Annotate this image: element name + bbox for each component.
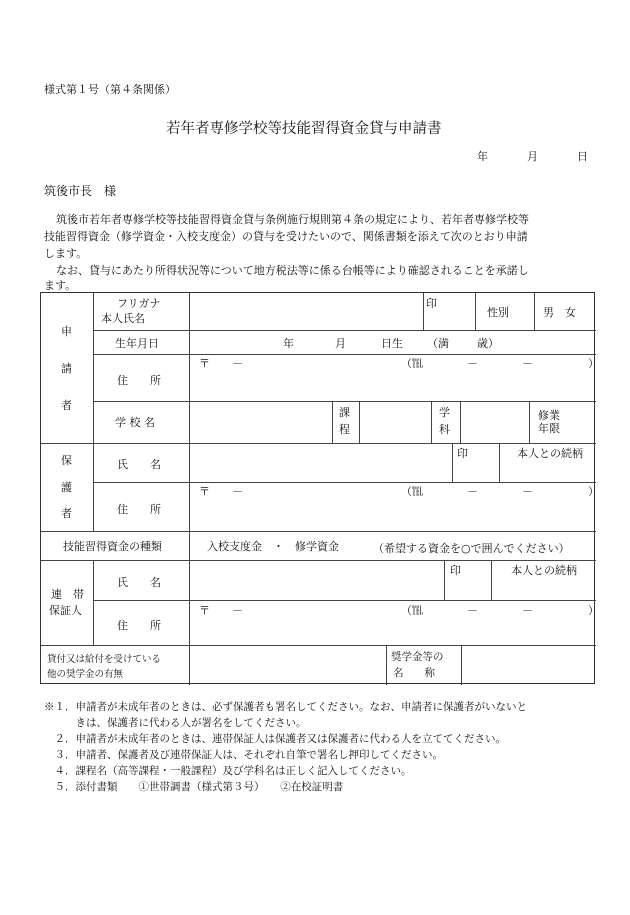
study-period-label-line-2: 年限 bbox=[538, 422, 560, 435]
body-paragraph-1-line-2: 技能習得資金（修学資金・入校支度金）の貸与を受けたいので、関係書類を添えて次のとおり申請 bbox=[44, 230, 528, 243]
note-1-line-2: きは、保護者に代わる人が署名をしてください。 bbox=[44, 717, 307, 729]
note-4: ４．課程名（高等課程・一般課程）及び学科名は正しく記入してください。 bbox=[44, 765, 412, 777]
date-year-label: 年 bbox=[477, 150, 488, 163]
application-form-table bbox=[40, 292, 599, 684]
course-label-char-1: 課 bbox=[339, 406, 350, 419]
note-5: ５．添付書類 ①世帯調書（様式第３号） ②在校証明書 bbox=[44, 781, 344, 793]
guarantor-name-field[interactable] bbox=[193, 564, 440, 596]
applicant-section-char-1: 申 bbox=[61, 325, 72, 338]
guardian-section-char-2: 護 bbox=[61, 481, 72, 494]
guardian-relation-label: 本人との続柄 bbox=[517, 447, 583, 460]
other-scholarship-field[interactable] bbox=[193, 649, 382, 681]
department-label-char-1: 学 bbox=[439, 406, 450, 419]
body-paragraph-1-line-3: します。 bbox=[44, 247, 88, 260]
guarantor-section-line-1: 連 帯 bbox=[51, 588, 84, 601]
study-period-label-line-1: 修業 bbox=[538, 409, 560, 422]
guarantor-address-label: 住 所 bbox=[117, 619, 161, 632]
body-paragraph-2-line-1: なお、貸与にあたり所得状況等について地方税法等に係る台帳等により確認されることを承諾し bbox=[56, 264, 529, 277]
applicant-name-field[interactable] bbox=[233, 299, 419, 325]
department-label-char-2: 科 bbox=[439, 423, 450, 436]
fund-type-hint: （希望する資金を○で囲んでください） bbox=[373, 542, 570, 555]
applicant-address-field[interactable] bbox=[193, 371, 591, 397]
age-close-label: 歳） bbox=[477, 337, 499, 350]
gender-options[interactable]: 男 女 bbox=[543, 306, 576, 319]
birth-year-label: 年 bbox=[283, 337, 294, 350]
course-label-char-2: 程 bbox=[339, 423, 350, 436]
guarantor-name-label: 氏 名 bbox=[117, 576, 161, 589]
fund-type-options[interactable]: 入校支度金 ・ 修学資金 bbox=[207, 540, 339, 553]
other-scholarship-label-line-1: 貸付又は給付を受けている bbox=[47, 654, 162, 665]
guarantor-seal-mark: 印 bbox=[450, 564, 461, 577]
applicant-section-char-3: 者 bbox=[61, 399, 72, 412]
document-title: 若年者専修学校等技能習得資金貸与申請書 bbox=[166, 121, 442, 137]
guarantor-relation-label: 本人との続柄 bbox=[511, 564, 577, 577]
guardian-name-field[interactable] bbox=[193, 447, 448, 478]
age-open-label: （満 bbox=[427, 337, 449, 350]
guarantor-section-line-2: 保証人 bbox=[49, 604, 82, 617]
furigana-label: フリガナ bbox=[117, 297, 161, 310]
guardian-section-char-1: 保 bbox=[61, 454, 72, 467]
guardian-address-field[interactable] bbox=[193, 499, 591, 527]
applicant-section-char-2: 請 bbox=[61, 362, 72, 375]
date-day-label: 日 bbox=[577, 150, 588, 163]
applicant-seal-mark: 印 bbox=[426, 297, 437, 310]
body-paragraph-2-line-2: ます。 bbox=[44, 279, 77, 292]
guarantor-postal-mark: 〒 － bbox=[199, 604, 243, 617]
note-3: ３．申請者、保護者及び連帯保証人は、それぞれ自筆で署名し押印してください。 bbox=[44, 749, 443, 761]
birth-day-label: 日生 bbox=[381, 337, 403, 350]
guarantor-tel: （℡ － － ） bbox=[401, 604, 599, 617]
guardian-seal-mark: 印 bbox=[457, 447, 468, 460]
guardian-postal-mark: 〒 － bbox=[199, 485, 243, 498]
note-2: ２．申請者が未成年者のときは、連帯保証人は保護者又は保護者に代わる人を立ててください。 bbox=[44, 733, 506, 745]
applicant-name-label: 本人氏名 bbox=[101, 312, 145, 325]
form-number: 様式第１号（第４条関係） bbox=[44, 83, 176, 96]
note-1-line-1: ※１．申請者が未成年者のときは、必ず保護者も署名してください。なお、申請者に保護者がいないと bbox=[44, 701, 527, 713]
applicant-tel: （℡ － － ） bbox=[401, 357, 599, 370]
body-paragraph-1-line-1: 筑後市若年者専修学校等技能習得資金貸与条例施行規則第４条の規定により、若年者専修学校等 bbox=[56, 213, 529, 226]
date-month-label: 月 bbox=[527, 150, 538, 163]
fund-type-label: 技能習得資金の種類 bbox=[63, 540, 162, 553]
guarantor-address-field[interactable] bbox=[193, 617, 591, 642]
scholarship-name-field[interactable] bbox=[465, 649, 592, 681]
addressee: 筑後市長 様 bbox=[44, 184, 117, 198]
guardian-tel: （℡ － － ） bbox=[401, 485, 599, 498]
guardian-section-char-3: 者 bbox=[61, 507, 72, 520]
school-name-field[interactable] bbox=[193, 405, 327, 439]
other-scholarship-label-line-2: 他の奨学金の有無 bbox=[47, 669, 124, 680]
gender-label: 性別 bbox=[487, 306, 509, 319]
birth-month-label: 月 bbox=[335, 337, 346, 350]
guardian-address-label: 住 所 bbox=[117, 503, 161, 516]
scholarship-name-label-line-2: 名 称 bbox=[393, 667, 435, 679]
applicant-postal-mark: 〒 － bbox=[199, 357, 243, 370]
applicant-address-label: 住 所 bbox=[117, 374, 161, 387]
scholarship-name-label-line-1: 奨学金等の bbox=[391, 651, 444, 663]
birth-date-label: 生年月日 bbox=[115, 337, 159, 350]
guardian-name-label: 氏 名 bbox=[117, 458, 161, 471]
school-name-label: 学 校 名 bbox=[115, 416, 155, 429]
